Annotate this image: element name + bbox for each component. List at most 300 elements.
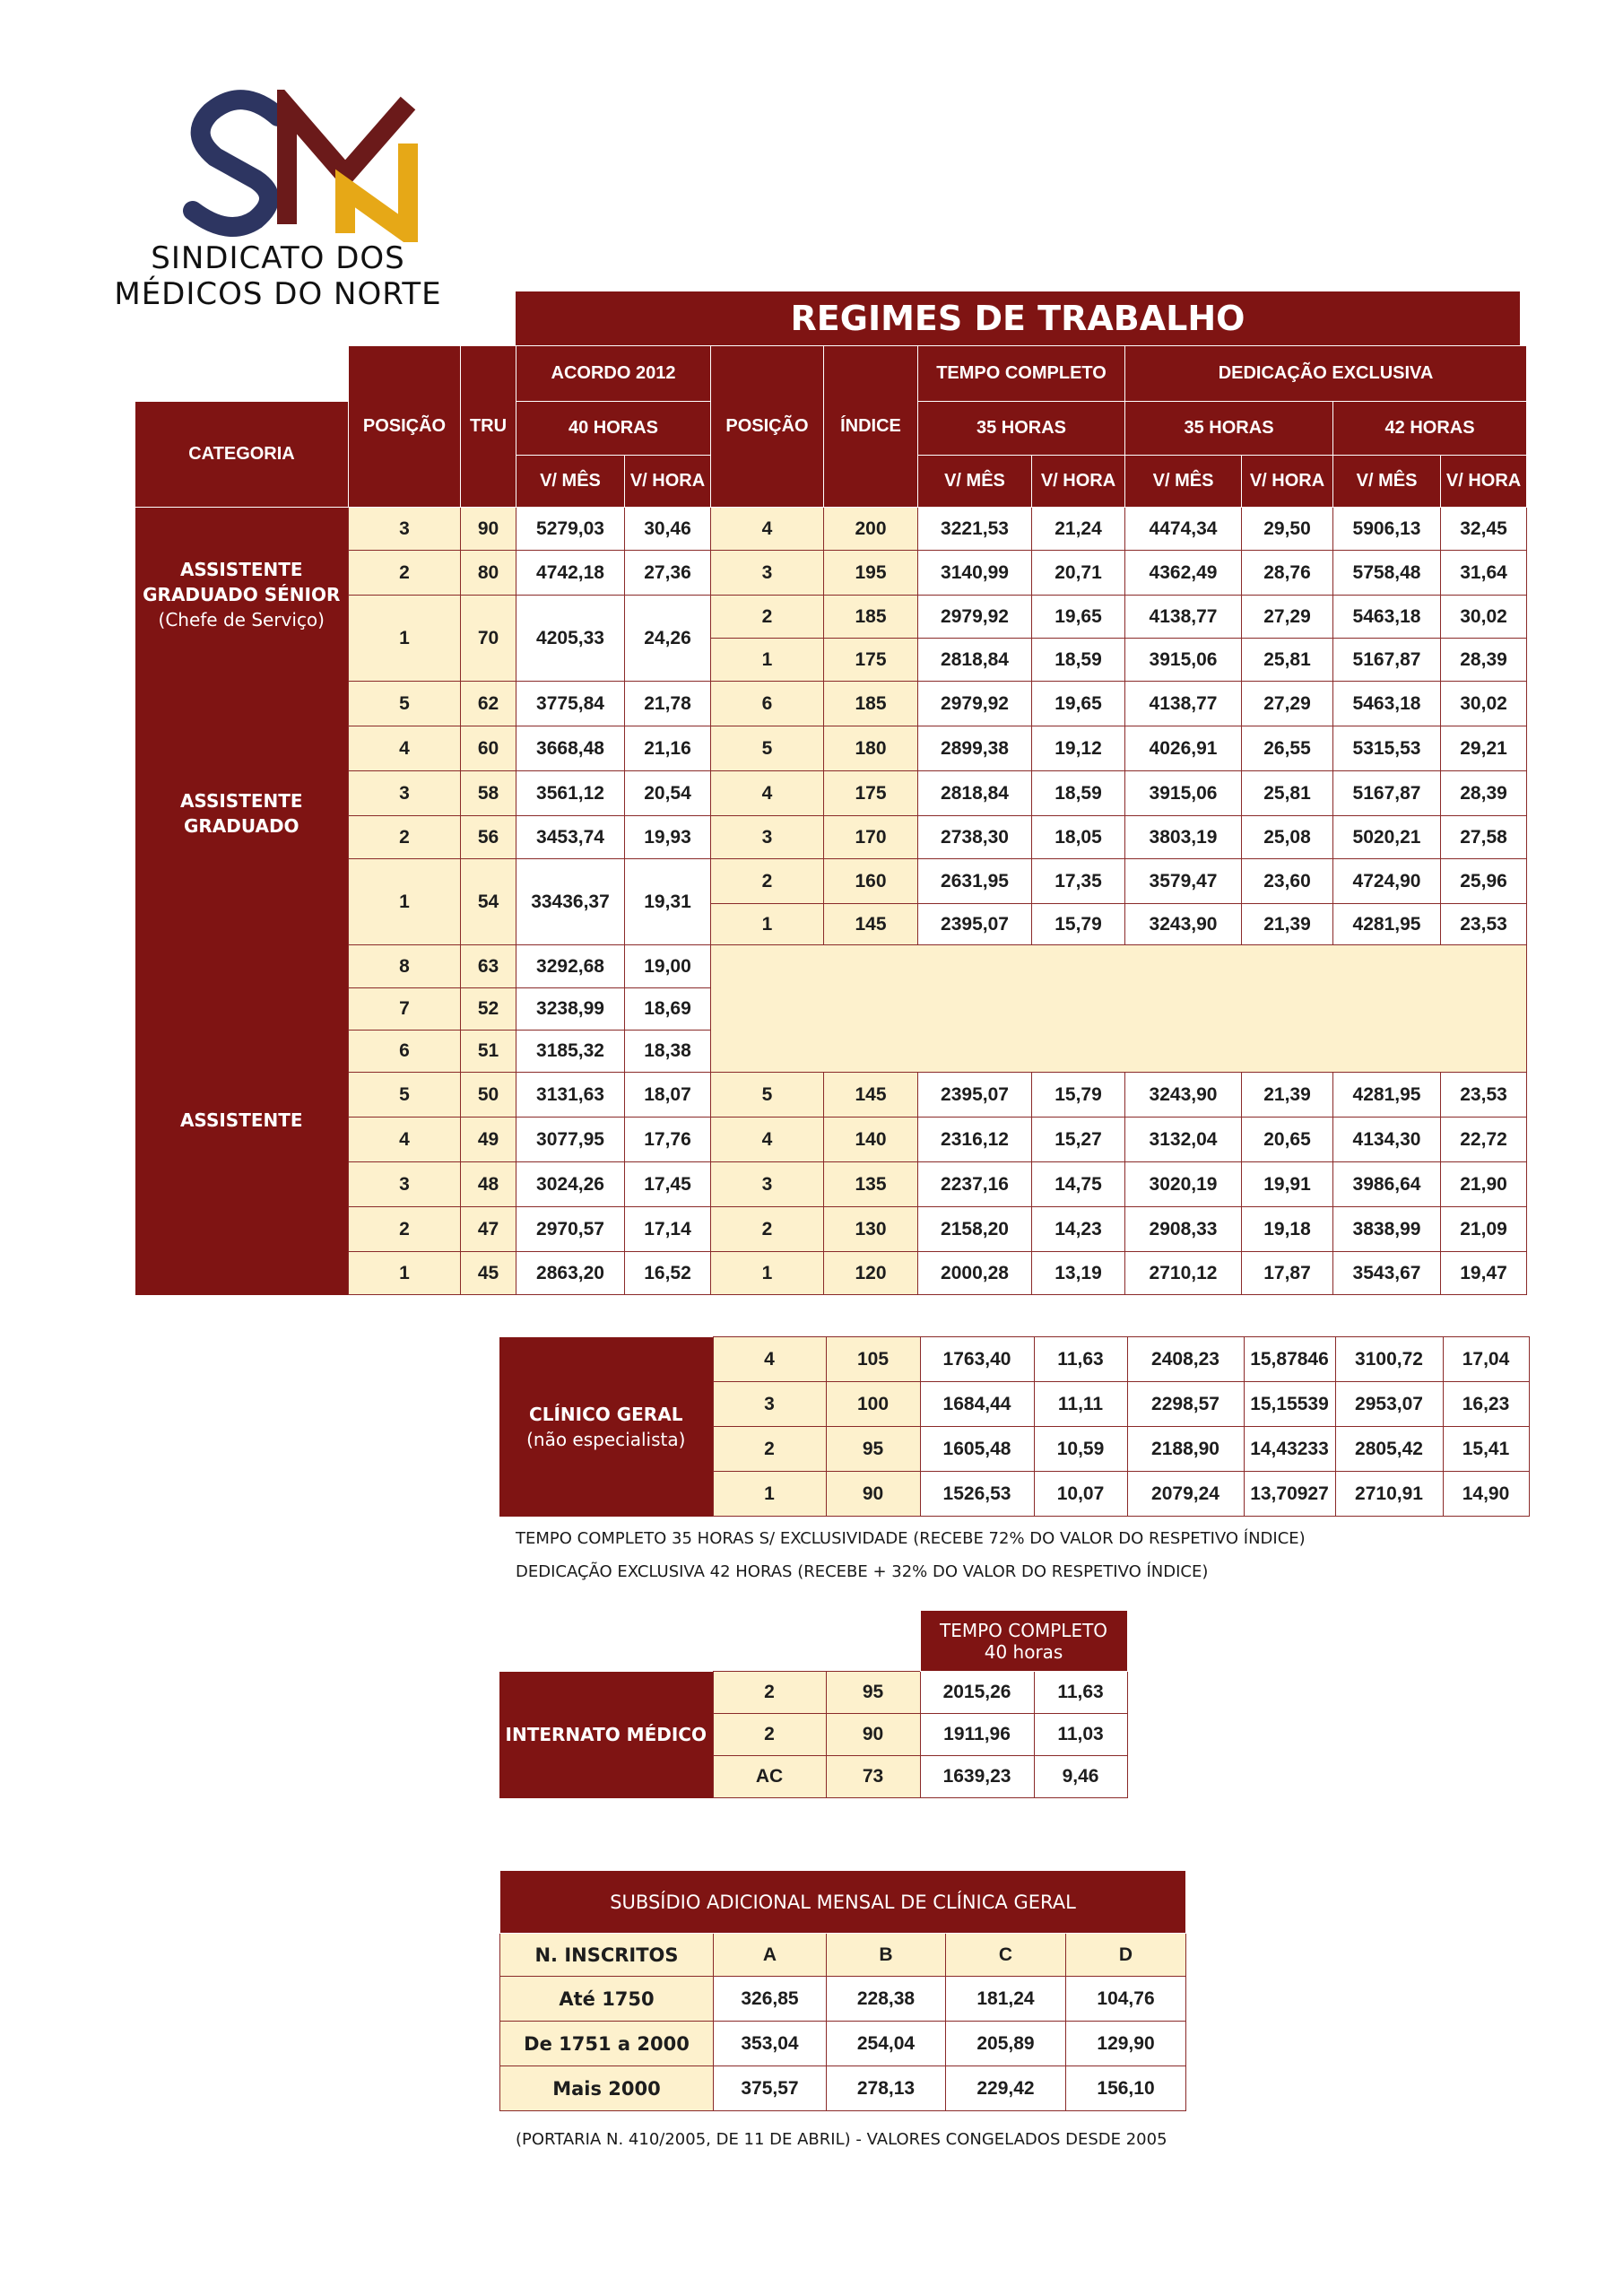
table-cell: 200 bbox=[824, 508, 918, 551]
table-cell: 28,39 bbox=[1441, 639, 1527, 682]
table-cell: 120 bbox=[824, 1252, 918, 1295]
table-cell: 1639,23 bbox=[920, 1756, 1034, 1798]
table-cell: 56 bbox=[461, 816, 516, 859]
table-cell: 3561,12 bbox=[516, 771, 625, 816]
logo bbox=[170, 90, 439, 242]
table-cell: 2979,92 bbox=[918, 682, 1032, 726]
table-cell: 5 bbox=[711, 726, 824, 771]
table-cell: 5463,18 bbox=[1333, 682, 1441, 726]
table-cell: 5020,21 bbox=[1333, 816, 1441, 859]
table-cell: 25,81 bbox=[1242, 639, 1333, 682]
table-cell: 90 bbox=[461, 508, 516, 551]
table-cell: 185 bbox=[824, 682, 918, 726]
table-cell: 3668,48 bbox=[516, 726, 625, 771]
table-cell: 16,23 bbox=[1443, 1382, 1529, 1427]
table-cell: 4 bbox=[711, 508, 824, 551]
table-cell: 4205,33 bbox=[516, 596, 625, 682]
note-tempo-completo: TEMPO COMPLETO 35 HORAS S/ EXCLUSIVIDADE (RECEBE 72% DO VALOR DO RESPETIVO ÍNDICE) bbox=[516, 1529, 1306, 1548]
table-cell: 3238,99 bbox=[516, 988, 625, 1031]
table-cell: 1 bbox=[349, 596, 461, 682]
table-cell: 1526,53 bbox=[920, 1472, 1034, 1517]
table-cell: 3132,04 bbox=[1125, 1118, 1242, 1162]
row-label: Mais 2000 bbox=[500, 2066, 714, 2111]
table-cell: 2953,07 bbox=[1335, 1382, 1443, 1427]
col-42h: 42 HORAS bbox=[1333, 402, 1527, 456]
table-cell: 25,81 bbox=[1242, 771, 1333, 816]
table-cell: 18,38 bbox=[625, 1031, 711, 1073]
table-cell: 3131,63 bbox=[516, 1073, 625, 1118]
table-cell: 1684,44 bbox=[920, 1382, 1034, 1427]
table-cell: 23,60 bbox=[1242, 859, 1333, 904]
clinico-geral-table bbox=[499, 1336, 1530, 1517]
col-dedicacao: DEDICAÇÃO EXCLUSIVA bbox=[1125, 346, 1527, 402]
col-categoria: CATEGORIA bbox=[135, 402, 349, 508]
table-cell: 80 bbox=[461, 551, 516, 596]
col-posicao2: POSIÇÃO bbox=[711, 346, 824, 508]
internato-header bbox=[920, 1611, 1127, 1672]
table-cell: 19,12 bbox=[1032, 726, 1125, 771]
table-cell: 19,93 bbox=[625, 816, 711, 859]
regimes-table bbox=[135, 345, 1527, 1295]
table-cell: 5 bbox=[711, 1073, 824, 1118]
table-cell: 49 bbox=[461, 1118, 516, 1162]
table-cell: 23,53 bbox=[1441, 1073, 1527, 1118]
table-cell: 48 bbox=[461, 1162, 516, 1207]
table-row bbox=[499, 1337, 1529, 1382]
table-cell: 4134,30 bbox=[1333, 1118, 1441, 1162]
table-cell: 14,23 bbox=[1032, 1207, 1125, 1252]
table-cell: 10,59 bbox=[1034, 1427, 1127, 1472]
table-cell: 175 bbox=[824, 639, 918, 682]
table-cell: 5167,87 bbox=[1333, 771, 1441, 816]
table-cell: 15,87846 bbox=[1244, 1337, 1335, 1382]
subsidio-title: SUBSÍDIO ADICIONAL MENSAL DE CLÍNICA GERAL bbox=[500, 1871, 1186, 1934]
table-cell: 205,89 bbox=[946, 2022, 1066, 2066]
table-cell: 1605,48 bbox=[920, 1427, 1034, 1472]
col-c: C bbox=[946, 1934, 1066, 1977]
table-cell: 170 bbox=[824, 816, 918, 859]
table-row bbox=[135, 508, 1527, 551]
table-cell: 3838,99 bbox=[1333, 1207, 1441, 1252]
table-cell: 3579,47 bbox=[1125, 859, 1242, 904]
table-cell: 4138,77 bbox=[1125, 596, 1242, 639]
table-cell: 180 bbox=[824, 726, 918, 771]
table-cell: 175 bbox=[824, 771, 918, 816]
table-cell: 140 bbox=[824, 1118, 918, 1162]
table-cell: 3020,19 bbox=[1125, 1162, 1242, 1207]
table-cell: 2805,42 bbox=[1335, 1427, 1443, 1472]
table-cell: 326,85 bbox=[714, 1977, 827, 2022]
table-cell: 5 bbox=[349, 1073, 461, 1118]
table-cell: 25,96 bbox=[1441, 859, 1527, 904]
col-tru: TRU bbox=[461, 346, 516, 508]
table-cell: 60 bbox=[461, 726, 516, 771]
table-cell: 3243,90 bbox=[1125, 1073, 1242, 1118]
table-cell: 17,87 bbox=[1242, 1252, 1333, 1295]
table-cell: 2899,38 bbox=[918, 726, 1032, 771]
table-cell: 18,59 bbox=[1032, 771, 1125, 816]
table-cell: 22,72 bbox=[1441, 1118, 1527, 1162]
table-cell: 1 bbox=[711, 1252, 824, 1295]
table-cell: 2000,28 bbox=[918, 1252, 1032, 1295]
col-d: D bbox=[1066, 1934, 1186, 1977]
table-cell: 2237,16 bbox=[918, 1162, 1032, 1207]
table-cell: 21,39 bbox=[1242, 904, 1333, 945]
table-cell: 160 bbox=[824, 859, 918, 904]
table-cell: 3915,06 bbox=[1125, 771, 1242, 816]
table-cell: 52 bbox=[461, 988, 516, 1031]
table-cell: 4138,77 bbox=[1125, 682, 1242, 726]
table-cell: 1 bbox=[711, 904, 824, 945]
table-cell: 5 bbox=[349, 682, 461, 726]
table-cell: 18,05 bbox=[1032, 816, 1125, 859]
table-cell: 5315,53 bbox=[1333, 726, 1441, 771]
table-cell: 3 bbox=[349, 1162, 461, 1207]
table-cell: 21,16 bbox=[625, 726, 711, 771]
table-cell: 27,29 bbox=[1242, 682, 1333, 726]
table-cell: 3 bbox=[711, 816, 824, 859]
table-cell: 5167,87 bbox=[1333, 639, 1441, 682]
table-cell: 19,47 bbox=[1441, 1252, 1527, 1295]
table-cell: 29,50 bbox=[1242, 508, 1333, 551]
category-label: ASSISTENTE bbox=[179, 1109, 303, 1131]
table-cell: 2818,84 bbox=[918, 771, 1032, 816]
col-35h-a: 35 HORAS bbox=[918, 402, 1125, 456]
table-cell: 145 bbox=[824, 904, 918, 945]
table-cell: 1 bbox=[349, 859, 461, 945]
table-cell: 28,39 bbox=[1441, 771, 1527, 816]
table-cell: 3 bbox=[349, 771, 461, 816]
table-cell: 19,00 bbox=[625, 945, 711, 988]
table-cell: 2188,90 bbox=[1127, 1427, 1244, 1472]
table-cell: 4 bbox=[711, 771, 824, 816]
table-cell: 18,59 bbox=[1032, 639, 1125, 682]
table-cell: 16,52 bbox=[625, 1252, 711, 1295]
table-cell: 2 bbox=[713, 1427, 826, 1472]
col-vmes: V/ MÊS bbox=[516, 456, 625, 508]
table-cell: 17,35 bbox=[1032, 859, 1125, 904]
empty-block bbox=[711, 945, 1527, 1073]
table-cell: 2395,07 bbox=[918, 1073, 1032, 1118]
internato-header-line2: 40 horas bbox=[984, 1640, 1063, 1663]
table-cell: 2079,24 bbox=[1127, 1472, 1244, 1517]
table-cell: 2631,95 bbox=[918, 859, 1032, 904]
table-cell: 4281,95 bbox=[1333, 904, 1441, 945]
table-cell: 2818,84 bbox=[918, 639, 1032, 682]
table-cell: 15,41 bbox=[1443, 1427, 1529, 1472]
subsidio-table bbox=[499, 1870, 1186, 2111]
table-cell: 21,39 bbox=[1242, 1073, 1333, 1118]
table-cell: 17,14 bbox=[625, 1207, 711, 1252]
table-cell: 23,53 bbox=[1441, 904, 1527, 945]
table-cell: 3453,74 bbox=[516, 816, 625, 859]
table-cell: 3185,32 bbox=[516, 1031, 625, 1073]
table-cell: 2 bbox=[349, 1207, 461, 1252]
table-cell: 20,65 bbox=[1242, 1118, 1333, 1162]
table-cell: 2908,33 bbox=[1125, 1207, 1242, 1252]
table-cell: 19,18 bbox=[1242, 1207, 1333, 1252]
table-cell: 156,10 bbox=[1066, 2066, 1186, 2111]
col-a: A bbox=[714, 1934, 827, 1977]
col-acordo: ACORDO 2012 bbox=[516, 346, 711, 402]
table-cell: 13,19 bbox=[1032, 1252, 1125, 1295]
table-cell: 95 bbox=[826, 1672, 920, 1714]
blank-cell bbox=[135, 346, 349, 402]
table-cell: 90 bbox=[826, 1714, 920, 1756]
table-cell: 2710,91 bbox=[1335, 1472, 1443, 1517]
table-cell: 45 bbox=[461, 1252, 516, 1295]
table-cell: 19,65 bbox=[1032, 682, 1125, 726]
table-cell: 278,13 bbox=[827, 2066, 946, 2111]
table-cell: 228,38 bbox=[827, 1977, 946, 2022]
table-cell: 4 bbox=[349, 726, 461, 771]
col-posicao: POSIÇÃO bbox=[349, 346, 461, 508]
table-cell: 70 bbox=[461, 596, 516, 682]
table-cell: 14,43233 bbox=[1244, 1427, 1335, 1472]
org-name-line2: MÉDICOS DO NORTE bbox=[114, 276, 442, 312]
table-cell: 3 bbox=[711, 551, 824, 596]
col-indice: ÍNDICE bbox=[824, 346, 918, 508]
category-cell bbox=[135, 682, 349, 945]
table-cell: 24,26 bbox=[625, 596, 711, 682]
table-cell: 20,71 bbox=[1032, 551, 1125, 596]
table-cell: 7 bbox=[349, 988, 461, 1031]
table-cell: 3077,95 bbox=[516, 1118, 625, 1162]
table-cell: 4026,91 bbox=[1125, 726, 1242, 771]
table-cell: 130 bbox=[824, 1207, 918, 1252]
table-cell: 17,04 bbox=[1443, 1337, 1529, 1382]
table-cell: 27,36 bbox=[625, 551, 711, 596]
table-cell: 1 bbox=[713, 1472, 826, 1517]
table-cell: 254,04 bbox=[827, 2022, 946, 2066]
table-cell: 2 bbox=[349, 816, 461, 859]
table-row bbox=[500, 1977, 1186, 2022]
table-cell: 11,03 bbox=[1034, 1714, 1127, 1756]
table-cell: 4742,18 bbox=[516, 551, 625, 596]
table-cell: 17,45 bbox=[625, 1162, 711, 1207]
table-cell: 30,02 bbox=[1441, 596, 1527, 639]
smn-logo-icon bbox=[170, 90, 439, 242]
table-cell: 181,24 bbox=[946, 1977, 1066, 2022]
table-cell: 2 bbox=[713, 1672, 826, 1714]
table-cell: 3 bbox=[349, 508, 461, 551]
table-cell: 1763,40 bbox=[920, 1337, 1034, 1382]
table-cell: 4362,49 bbox=[1125, 551, 1242, 596]
col-vmes: V/ MÊS bbox=[1125, 456, 1242, 508]
table-cell: 50 bbox=[461, 1073, 516, 1118]
table-cell: 5463,18 bbox=[1333, 596, 1441, 639]
row-label: De 1751 a 2000 bbox=[500, 2022, 714, 2066]
table-cell: 145 bbox=[824, 1073, 918, 1118]
col-vhora: V/ HORA bbox=[1441, 456, 1527, 508]
table-cell: AC bbox=[713, 1756, 826, 1798]
table-cell: 4281,95 bbox=[1333, 1073, 1441, 1118]
col-vhora: V/ HORA bbox=[1032, 456, 1125, 508]
table-cell: 9,46 bbox=[1034, 1756, 1127, 1798]
category-cell bbox=[135, 945, 349, 1295]
table-cell: 105 bbox=[826, 1337, 920, 1382]
table-cell: 6 bbox=[349, 1031, 461, 1073]
table-cell: 135 bbox=[824, 1162, 918, 1207]
table-cell: 3243,90 bbox=[1125, 904, 1242, 945]
table-cell: 27,58 bbox=[1441, 816, 1527, 859]
col-tempo-completo: TEMPO COMPLETO bbox=[918, 346, 1125, 402]
table-cell: 21,78 bbox=[625, 682, 711, 726]
table-cell: 4 bbox=[349, 1118, 461, 1162]
table-cell: 25,08 bbox=[1242, 816, 1333, 859]
org-name-line1: SINDICATO DOS bbox=[151, 240, 405, 276]
table-cell: 195 bbox=[824, 551, 918, 596]
table-cell: 2 bbox=[711, 859, 824, 904]
table-row bbox=[499, 1672, 1127, 1714]
table-cell: 3221,53 bbox=[918, 508, 1032, 551]
table-cell: 18,07 bbox=[625, 1073, 711, 1118]
category-cell bbox=[135, 508, 349, 682]
table-cell: 3915,06 bbox=[1125, 639, 1242, 682]
table-cell: 15,79 bbox=[1032, 904, 1125, 945]
table-cell: 95 bbox=[826, 1427, 920, 1472]
col-b: B bbox=[827, 1934, 946, 1977]
table-cell: 8 bbox=[349, 945, 461, 988]
table-cell: 4 bbox=[711, 1118, 824, 1162]
table-cell: 3803,19 bbox=[1125, 816, 1242, 859]
table-cell: 5758,48 bbox=[1333, 551, 1441, 596]
table-cell: 3 bbox=[711, 1162, 824, 1207]
table-cell: 2015,26 bbox=[920, 1672, 1034, 1714]
table-cell: 2298,57 bbox=[1127, 1382, 1244, 1427]
table-cell: 30,02 bbox=[1441, 682, 1527, 726]
table-cell: 15,79 bbox=[1032, 1073, 1125, 1118]
table-cell: 5279,03 bbox=[516, 508, 625, 551]
category-cell bbox=[499, 1672, 713, 1798]
table-cell: 1 bbox=[349, 1252, 461, 1295]
table-cell: 30,46 bbox=[625, 508, 711, 551]
table-cell: 17,76 bbox=[625, 1118, 711, 1162]
table-row bbox=[500, 2022, 1186, 2066]
table-cell: 3292,68 bbox=[516, 945, 625, 988]
table-cell: 3543,67 bbox=[1333, 1252, 1441, 1295]
category-label: INTERNATO MÉDICO bbox=[505, 1724, 707, 1745]
table-cell: 3 bbox=[713, 1382, 826, 1427]
table-cell: 14,75 bbox=[1032, 1162, 1125, 1207]
table-cell: 11,11 bbox=[1034, 1382, 1127, 1427]
table-cell: 21,90 bbox=[1441, 1162, 1527, 1207]
note-portaria: (PORTARIA N. 410/2005, DE 11 DE ABRIL) - VALORES CONGELADOS DESDE 2005 bbox=[516, 2130, 1167, 2149]
table-cell: 19,31 bbox=[625, 859, 711, 945]
table-cell: 10,07 bbox=[1034, 1472, 1127, 1517]
table-cell: 58 bbox=[461, 771, 516, 816]
category-label: (não especialista) bbox=[526, 1428, 686, 1450]
table-cell: 1 bbox=[711, 639, 824, 682]
table-cell: 2316,12 bbox=[918, 1118, 1032, 1162]
table-cell: 3100,72 bbox=[1335, 1337, 1443, 1382]
table-row bbox=[500, 2066, 1186, 2111]
col-vmes: V/ MÊS bbox=[918, 456, 1032, 508]
table-cell: 28,76 bbox=[1242, 551, 1333, 596]
table-cell: 29,21 bbox=[1441, 726, 1527, 771]
row-label: Até 1750 bbox=[500, 1977, 714, 2022]
category-label: GRADUADO bbox=[183, 814, 299, 837]
table-cell: 21,09 bbox=[1441, 1207, 1527, 1252]
table-cell: 73 bbox=[826, 1756, 920, 1798]
table-cell: 2979,92 bbox=[918, 596, 1032, 639]
table-cell: 31,64 bbox=[1441, 551, 1527, 596]
table-cell: 2 bbox=[349, 551, 461, 596]
table-cell: 3775,84 bbox=[516, 682, 625, 726]
table-cell: 100 bbox=[826, 1382, 920, 1427]
category-label: (Chefe de Serviço) bbox=[158, 608, 325, 631]
table-row bbox=[135, 945, 1527, 988]
table-cell: 62 bbox=[461, 682, 516, 726]
table-row bbox=[135, 682, 1527, 726]
internato-table bbox=[499, 1610, 1128, 1798]
internato-header-line1: TEMPO COMPLETO bbox=[940, 1619, 1108, 1641]
table-cell: 63 bbox=[461, 945, 516, 988]
col-35h-b: 35 HORAS bbox=[1125, 402, 1333, 456]
table-cell: 2 bbox=[711, 596, 824, 639]
table-cell: 4 bbox=[713, 1337, 826, 1382]
table-cell: 26,55 bbox=[1242, 726, 1333, 771]
table-cell: 2395,07 bbox=[918, 904, 1032, 945]
table-cell: 2738,30 bbox=[918, 816, 1032, 859]
table-cell: 2970,57 bbox=[516, 1207, 625, 1252]
table-cell: 2 bbox=[713, 1714, 826, 1756]
col-vhora: V/ HORA bbox=[1242, 456, 1333, 508]
table-cell: 13,70927 bbox=[1244, 1472, 1335, 1517]
table-cell: 33436,37 bbox=[516, 859, 625, 945]
table-cell: 14,90 bbox=[1443, 1472, 1529, 1517]
table-cell: 3140,99 bbox=[918, 551, 1032, 596]
table-cell: 375,57 bbox=[714, 2066, 827, 2111]
page-title: REGIMES DE TRABALHO bbox=[516, 291, 1520, 345]
table-cell: 54 bbox=[461, 859, 516, 945]
table-cell: 11,63 bbox=[1034, 1672, 1127, 1714]
table-cell: 2158,20 bbox=[918, 1207, 1032, 1252]
table-cell: 21,24 bbox=[1032, 508, 1125, 551]
category-label: ASSISTENTE bbox=[179, 789, 303, 812]
table-cell: 2710,12 bbox=[1125, 1252, 1242, 1295]
col-inscritos: N. INSCRITOS bbox=[500, 1934, 714, 1977]
table-cell: 4474,34 bbox=[1125, 508, 1242, 551]
table-cell: 20,54 bbox=[625, 771, 711, 816]
blank-cell bbox=[499, 1611, 920, 1672]
table-cell: 11,63 bbox=[1034, 1337, 1127, 1382]
table-cell: 32,45 bbox=[1441, 508, 1527, 551]
note-dedicacao: DEDICAÇÃO EXCLUSIVA 42 HORAS (RECEBE + 32% DO VALOR DO RESPETIVO ÍNDICE) bbox=[516, 1562, 1209, 1581]
table-cell: 19,65 bbox=[1032, 596, 1125, 639]
table-cell: 2 bbox=[711, 1207, 824, 1252]
table-cell: 15,15539 bbox=[1244, 1382, 1335, 1427]
category-label: CLÍNICO GERAL bbox=[529, 1403, 683, 1425]
table-cell: 47 bbox=[461, 1207, 516, 1252]
table-cell: 129,90 bbox=[1066, 2022, 1186, 2066]
table-cell: 5906,13 bbox=[1333, 508, 1441, 551]
table-cell: 104,76 bbox=[1066, 1977, 1186, 2022]
category-cell bbox=[499, 1337, 713, 1517]
col-vmes: V/ MÊS bbox=[1333, 456, 1441, 508]
category-label: ASSISTENTE bbox=[179, 558, 303, 580]
table-cell: 51 bbox=[461, 1031, 516, 1073]
table-cell: 19,91 bbox=[1242, 1162, 1333, 1207]
table-cell: 15,27 bbox=[1032, 1118, 1125, 1162]
table-cell: 2863,20 bbox=[516, 1252, 625, 1295]
category-label: GRADUADO SÉNIOR bbox=[143, 583, 341, 605]
table-cell: 27,29 bbox=[1242, 596, 1333, 639]
col-40h: 40 HORAS bbox=[516, 402, 711, 456]
table-cell: 18,69 bbox=[625, 988, 711, 1031]
table-cell: 4724,90 bbox=[1333, 859, 1441, 904]
table-cell: 3024,26 bbox=[516, 1162, 625, 1207]
